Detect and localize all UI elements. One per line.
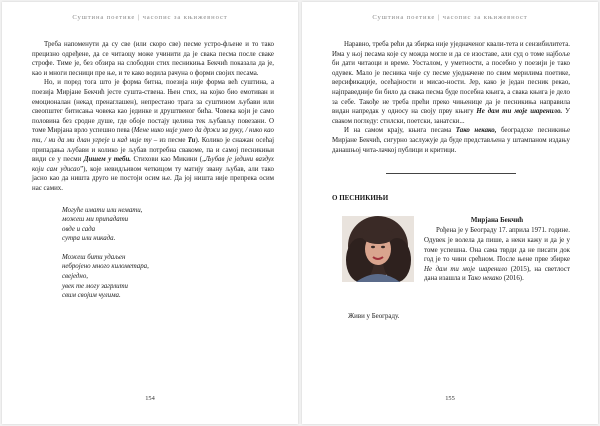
poem-line: овде и сада bbox=[62, 225, 96, 233]
paragraph: Но, и поред тога што је форма битна, поезија није форма већ суштина, а поезија Мирјане Бекчић јесте суштa-ствена. Њен стих, на којко био емотиван и емоционалан (некад пренаглашен), непрестано трага за суштином љубави или свеопштег битисања човека као јединке и друштвеног бића. Човека који је само половина без сродне душе, где обоје постају целина тек љубављу повезани. О томе Мирјана врло успешно пева (Мене нико није умео да држи за руку, / нико као ти, / ни да ми длан угреје и кад није ту – из песме Ти). Колико је снажан осећај припадања љубави и колико је љубав потребна свакоме, па и самој песникињи види се у песми Дишем у теби. Стихови као Микини („Љубав је једини ваздух који сам удисао”), које невидљивом четкицом ту матију званy љубав, али тако јасно као да ништа друго не постоји осим ње. Да јој ништа није препрека осим нас самих. bbox=[32, 79, 274, 192]
poem-line: свеједно, bbox=[62, 273, 88, 281]
author-residence: Живи у Београду. bbox=[348, 312, 400, 320]
running-head: Суштина поетике | часопис за књижевност bbox=[372, 14, 528, 21]
paragraph: И на самом крају, књига песама Тако некако, београдске песникиње Мирјане Бекчић, сигурно заслужује да буде представљена у штампаном издању данашњој читa-лачкој публици и критици. bbox=[332, 127, 571, 154]
left-page bbox=[2, 2, 298, 424]
poem-line: Можеш бити удаљен bbox=[62, 253, 126, 261]
page-number: 154 bbox=[145, 395, 155, 402]
author-portrait-icon bbox=[342, 216, 414, 282]
poem-line: свим својим чулима. bbox=[62, 292, 121, 300]
section-title: О ПЕСНИКИЊИ bbox=[332, 194, 389, 203]
divider-line bbox=[386, 173, 516, 174]
author-bio bbox=[424, 216, 570, 284]
left-body-text bbox=[32, 40, 274, 310]
right-body-text bbox=[332, 40, 570, 336]
poem-line: сутра или никада. bbox=[62, 235, 116, 243]
poem-stanza bbox=[62, 253, 274, 301]
bio-paragraph: Рођена је у Београду 17. априла 1971. године. Одувек је волела да пише, а неки кажу и да је у томе успешна. Она сама тврди да не писати док год је то чини срећном. После њене прве збирке Не дам ти моје шарeнило (2015), на светлост дана изашла и Тако некако (2016). bbox=[424, 227, 570, 283]
poem-line: Могуће имати или немати, bbox=[62, 206, 143, 214]
author-photo bbox=[342, 216, 414, 282]
poem bbox=[62, 206, 274, 301]
page-number: 155 bbox=[445, 395, 455, 402]
running-head: Суштина поетике | часопис за књижевност bbox=[72, 14, 228, 21]
paragraph: Треба напоменути да су све (или скоро све) песме устро-фљене и то тако прецизно одређене, да се читаоцу може учинити да је свака песма после сваке строфе. Тиме је, без обзира на слободни стих песникиња Бекчић показала да је, као и многи песници пре ње, и те како водила рачуна о форми својих песама. bbox=[32, 41, 274, 77]
poem-line: увек те могу загрлити bbox=[62, 282, 128, 290]
paragraph: Наравно, треба рећи да збирка није уједначеног квали-тета и сензибилитета. Има у њој песама које су можда могле и да се изоставе, али суд о томе најбоље би дати читаоци и време. Уосталом, у уметности, а посебно у поезији је тако одувек. Мало је песника чије су песме уједначене по свим мерилима поетике, версификације, осећајности и мисао-ности. Јер, како је један песник рекао, најправедније би било да свака песма буде посебна књига, а свака књига је дело за себе. Такође не треба прећи преко чињенице да је песникиња направила видан напредак у односу на своју прву књигу Не дам ти моје шаренило. У сваком погледу: стилски, поетски, занатски... bbox=[332, 41, 570, 125]
poem-stanza bbox=[62, 206, 274, 244]
author-name: Мирјана Бекчић bbox=[470, 216, 524, 224]
poem-line: можеш ми припадати bbox=[62, 216, 129, 224]
author-block bbox=[332, 216, 570, 336]
poem-line: небројено много километара, bbox=[62, 263, 149, 271]
right-page bbox=[302, 2, 598, 424]
